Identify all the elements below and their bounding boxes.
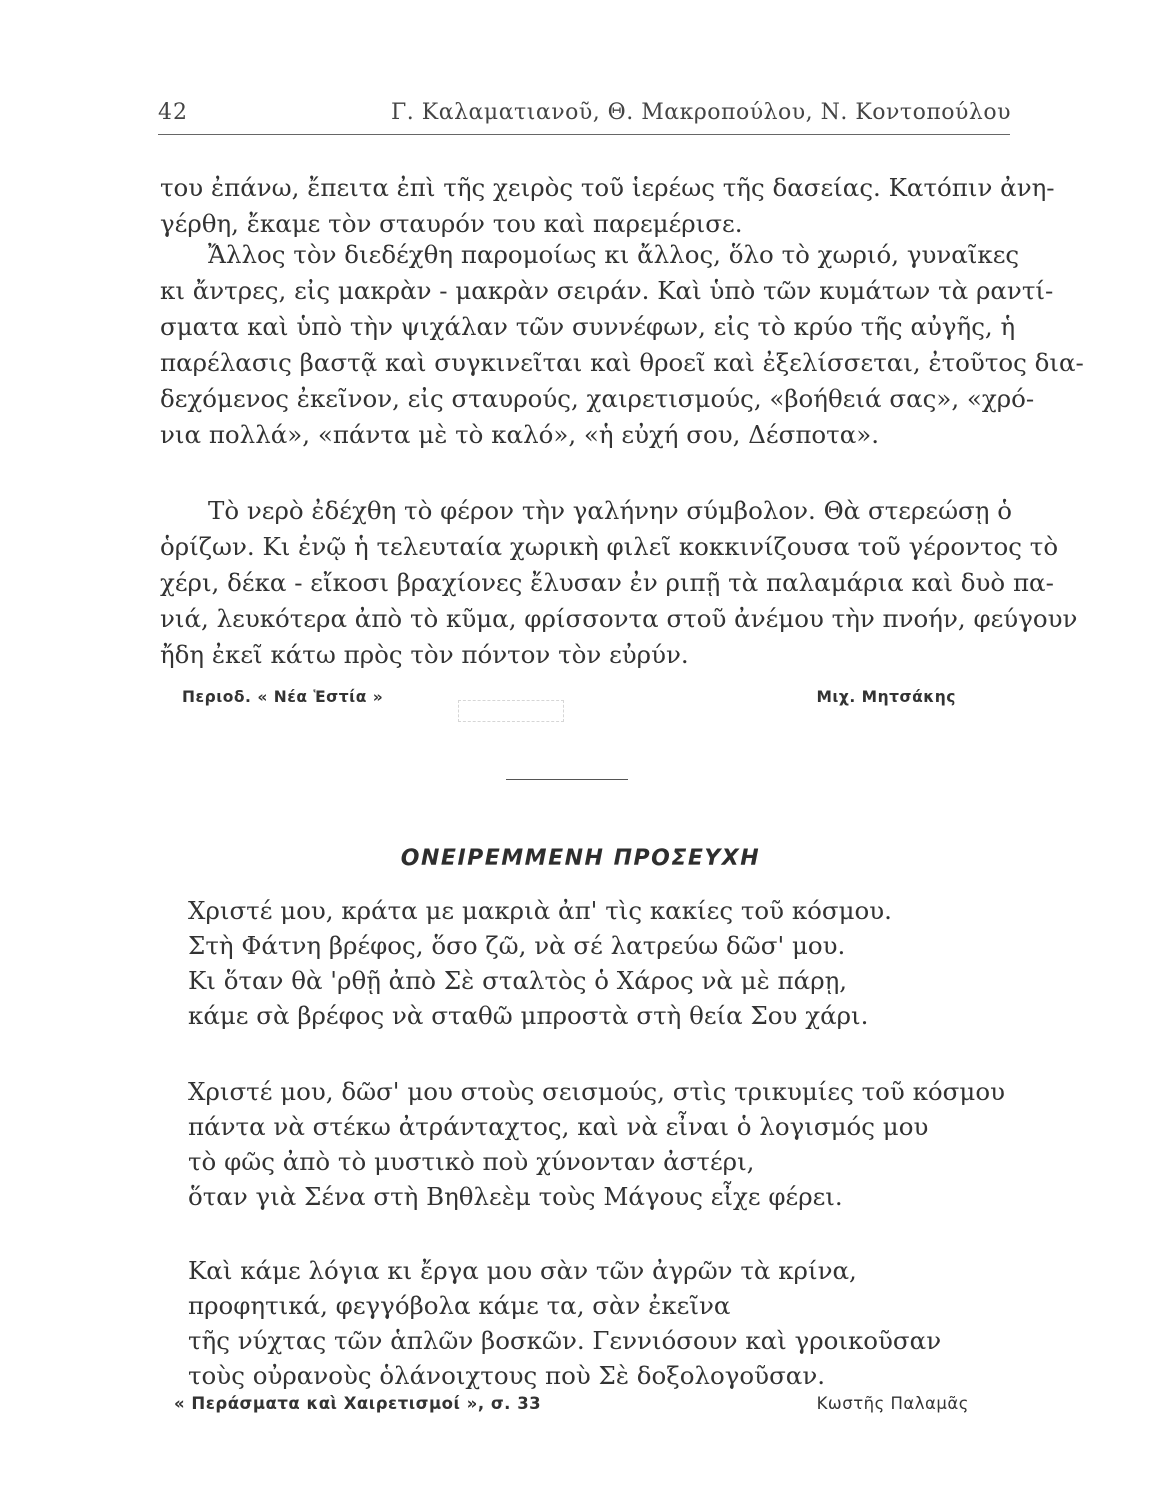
verse-line: Καὶ κάμε λόγια κι ἔργα μου σὰν τῶν ἀγρῶν τὰ κρίνα, <box>188 1256 857 1285</box>
verse-line: πάντα νὰ στέκω ἀτράνταχτος, καὶ νὰ εἶναι ὁ λογισμός μου <box>188 1112 929 1141</box>
verse-line: τὸ φῶς ἀπὸ τὸ μυστικὸ ποὺ χύνονταν ἀστέρι, <box>188 1147 755 1176</box>
prose-line: νια πολλά», «πάντα μὲ τὸ καλό», «ἡ εὐχή σου, Δέσποτα». <box>160 420 880 449</box>
verse-line: κάμε σὰ βρέφος νὰ σταθῶ μπροστὰ στὴ θεία Σου χάρι. <box>188 1001 869 1030</box>
prose-paragraph-1 <box>160 170 1055 242</box>
prose-line: κι ἄντρες, εἰς μακρὰν - μακρὰν σειράν. Καὶ ὑπὸ τῶν κυμάτων τὰ ραντί- <box>160 276 1054 305</box>
prose-line: ὁρίζων. Κι ἐνῷ ἡ τελευταία χωρικὴ φιλεῖ κοκκινίζουσα τοῦ γέροντος τὸ <box>160 532 1059 561</box>
verse-line: τῆς νύχτας τῶν ἁπλῶν βοσκῶν. Γεννιόσουν καὶ γροικοῦσαν <box>188 1326 942 1355</box>
header-rule <box>158 134 1010 135</box>
poem-stanza-1 <box>188 893 1008 1033</box>
prose-line: του ἐπάνω, ἔπειτα ἐπὶ τῆς χειρὸς τοῦ ἱερέως τῆς δασείας. Κατόπιν ἀνη- <box>160 173 1055 202</box>
prose-paragraph-2 <box>160 237 1084 453</box>
prose-line: ἤδη ἐκεῖ κάτω πρὸς τὸν πόντον τὸν εὐρύν. <box>160 640 689 669</box>
prose-line: νιά, λευκότερα ἀπὸ τὸ κῦμα, φρίσσοντα στοῦ ἀνέμου τὴν πνοήν, φεύγουν <box>160 604 1078 633</box>
prose-line: δεχόμενος ἐκεῖνον, εἰς σταυρούς, χαιρετισμούς, «βοήθειά σας», «χρό- <box>160 384 1035 413</box>
prose-line: Τὸ νερὸ ἐδέχθη τὸ φέρον τὴν γαλήνην σύμβολον. Θὰ στερεώσῃ ὁ <box>208 496 1013 525</box>
poem-stanza-3 <box>188 1253 1008 1393</box>
prose-line: σματα καὶ ὑπὸ τὴν ψιχάλαν τῶν συννέφων, εἰς τὸ κρύο τῆς αὐγῆς, ἡ <box>160 312 1016 341</box>
prose-line: παρέλασις βαστᾷ καὶ συγκινεῖται καὶ θροεῖ καὶ ἐξελίσσεται, ἐτοῦτος δια- <box>160 348 1084 377</box>
prose-line: χέρι, δέκα - εἴκοσι βραχίονες ἔλυσαν ἐν ριπῇ τὰ παλαμάρια καὶ δυὸ πα- <box>160 568 1054 597</box>
verse-line: Χριστέ μου, κράτα με μακριὰ ἀπ' τὶς κακίες τοῦ κόσμου. <box>188 896 892 925</box>
poem-title: ΟΝΕΙΡΕΜΜΕΝΗ ΠΡΟΣΕΥΧΗ <box>400 846 761 871</box>
prose-paragraph-3 <box>160 493 1078 673</box>
verse-line: ὅταν γιὰ Σένα στὴ Βηθλεὲμ τοὺς Μάγους εἶχε φέρει. <box>188 1182 843 1211</box>
verse-line: προφητικά, φεγγόβολα κάμε τα, σὰν ἐκεῖνα <box>188 1291 731 1320</box>
poem-source-credit: « Περάσματα καὶ Χαιρετισμοί », σ. 33 <box>174 1394 542 1413</box>
poem-stanza-2 <box>188 1074 1008 1214</box>
prose-line: Ἄλλος τὸν διεδέχθη παρομοίως κι ἄλλος, ὅλο τὸ χωριό, γυναῖκες <box>208 240 1020 269</box>
section-separator <box>506 779 628 780</box>
source-credit: Περιοδ. « Νέα Ἑστία » <box>182 688 384 706</box>
verse-line: Κι ὅταν θὰ 'ρθῇ ἀπὸ Σὲ σταλτὸς ὁ Χάρος νὰ μὲ πάρῃ, <box>188 966 848 995</box>
prose-line: γέρθη, ἔκαμε τὸν σταυρόν του καὶ παρεμέρισε. <box>160 209 743 238</box>
verse-line: Στὴ Φάτνη βρέφος, ὅσο ζῶ, νὰ σέ λατρεύω δῶσ' μου. <box>188 931 846 960</box>
poem-author-credit: Κωστῆς Παλαμᾶς <box>816 1394 969 1413</box>
author-credit: Μιχ. Μητσάκης <box>816 688 956 706</box>
verse-line: τοὺς οὐρανοὺς ὁλάνοιχτους ποὺ Σὲ δοξολογοῦσαν. <box>188 1361 826 1390</box>
verse-line: Χριστέ μου, δῶσ' μου στοὺς σεισμούς, στὶς τρικυμίες τοῦ κόσμου <box>188 1077 1005 1106</box>
running-header-authors: Γ. Καλαματιανοῦ, Θ. Μακροπούλου, Ν. Κοντοπούλου <box>391 100 1011 125</box>
page-number: 42 <box>158 100 188 125</box>
faded-stamp-mark <box>458 700 564 722</box>
